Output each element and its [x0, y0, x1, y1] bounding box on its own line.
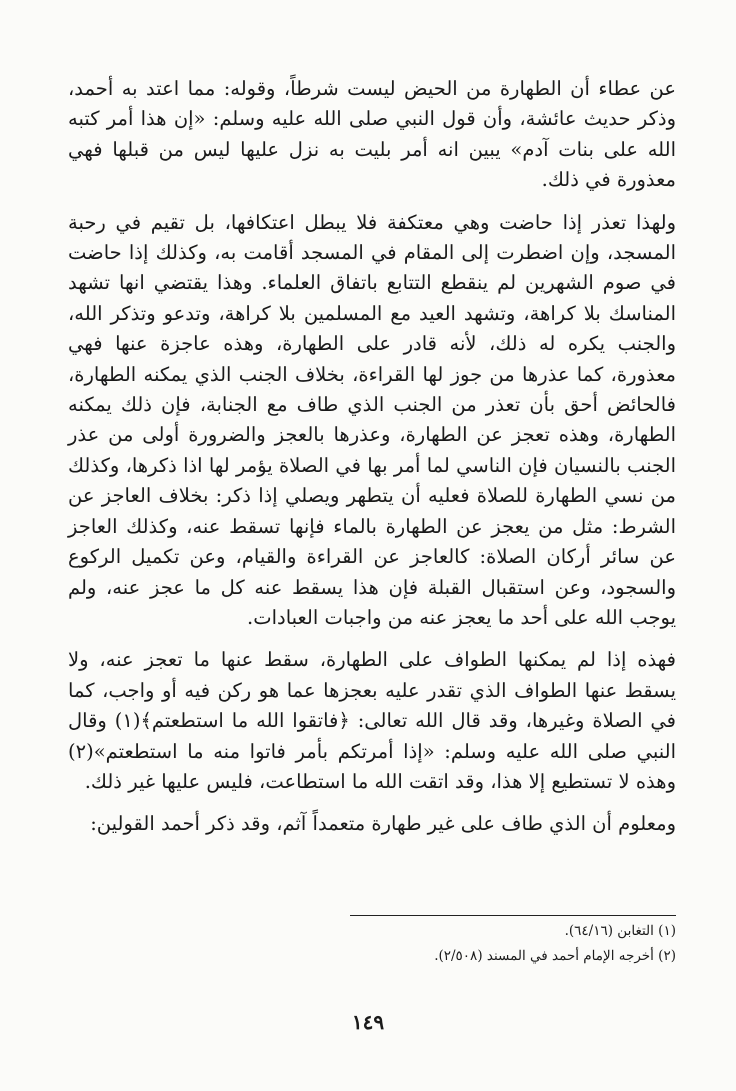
- page-number: ١٤٩: [351, 1010, 385, 1034]
- paragraph-4: ومعلوم أن الذي طاف على غير طهارة متعمداً آثم، وقد ذكر أحمد القولين:: [90, 812, 676, 836]
- footnotes: [300, 919, 676, 969]
- footnote-2: (٢) أخرجه الإمام أحمد في المسند (٢/٥٠٨).: [434, 948, 676, 964]
- footnote-1: (١) التغابن (٦٤/١٦).: [564, 923, 676, 939]
- paragraph-3: فهذه إذا لم يمكنها الطواف على الطهارة، سقط عنها ما تعجز عنه، ولا يسقط عنها الطواف الذي تقدر عليه بعجزها عما هو ركن فيه أو واجب، كما في الصلاة وغيرها، وقد قال الله تعالى: ﴿فاتقوا الله ما استطعتم﴾(١) وقال النبي صلى الله عليه وسلم: «إذا أمرتكم بأمر فاتوا منه ما استطعتم»(٢) وهذه لا تستطيع إلا هذا، وقد اتقت الله ما استطاعت، فليس عليها غير ذلك.: [68, 648, 677, 793]
- footnote-divider: [350, 915, 676, 916]
- main-text: [68, 74, 676, 840]
- paragraph-1: عن عطاء أن الطهارة من الحيض ليست شرطاً، وقوله: مما اعتد به أحمد، وذكر حديث عائشة، وأن قول النبي صلى الله عليه وسلم: «إن هذا أمر كتبه الله على بنات آدم» يبين انه أمر بليت به نزل عليها ليس من قبلها فهي معذورة في ذلك.: [68, 77, 676, 192]
- paragraph-2: ولهذا تعذر إذا حاضت وهي معتكفة فلا يبطل اعتكافها، بل تقيم في رحبة المسجد، وإن اضطرت إلى المقام في المسجد أقامت به، وكذلك إذا حاضت في صوم الشهرين لم ينقطع التتابع باتفاق العلماء. وهذا يقتضي انها تشهد المناسك بلا كراهة، وتشهد العيد مع المسلمين بلا كراهة، وتدعو وتذكر الله، والجنب يكره له ذلك، لأنه قادر على الطهارة، وهذه عاجزة عنها فهي معذورة، كما عذرها من جوز لها القراءة، بخلاف الجنب الذي يمكنه الطهارة، فالحائض أحق بأن تعذر من الجنب الذي طاف مع الجنابة، فإن ذلك يمكنه الطهارة، وهذه تعجز عن الطهارة، وعذرها بالعجز والضرورة أولى من عذر الجنب بالنسيان فإن الناسي لما أمر بها في الصلاة يؤمر لها اذا ذكرها، وكذلك من نسي الطهارة للصلاة فعليه أن يتطهر ويصلي إذا ذكر: بخلاف العاجز عن الشرط: مثل من يعجز عن الطهارة بالماء فإنها تسقط عنه، وكذلك العاجز عن سائر أركان الصلاة: كالعاجز عن القراءة والقيام، وعن تكميل الركوع والسجود، وعن استقبال القبلة فإن هذا يسقط عنه كل ما عجز عنه، ولم يوجب الله على أحد ما يعجز عنه من واجبات العبادات.: [68, 210, 676, 629]
